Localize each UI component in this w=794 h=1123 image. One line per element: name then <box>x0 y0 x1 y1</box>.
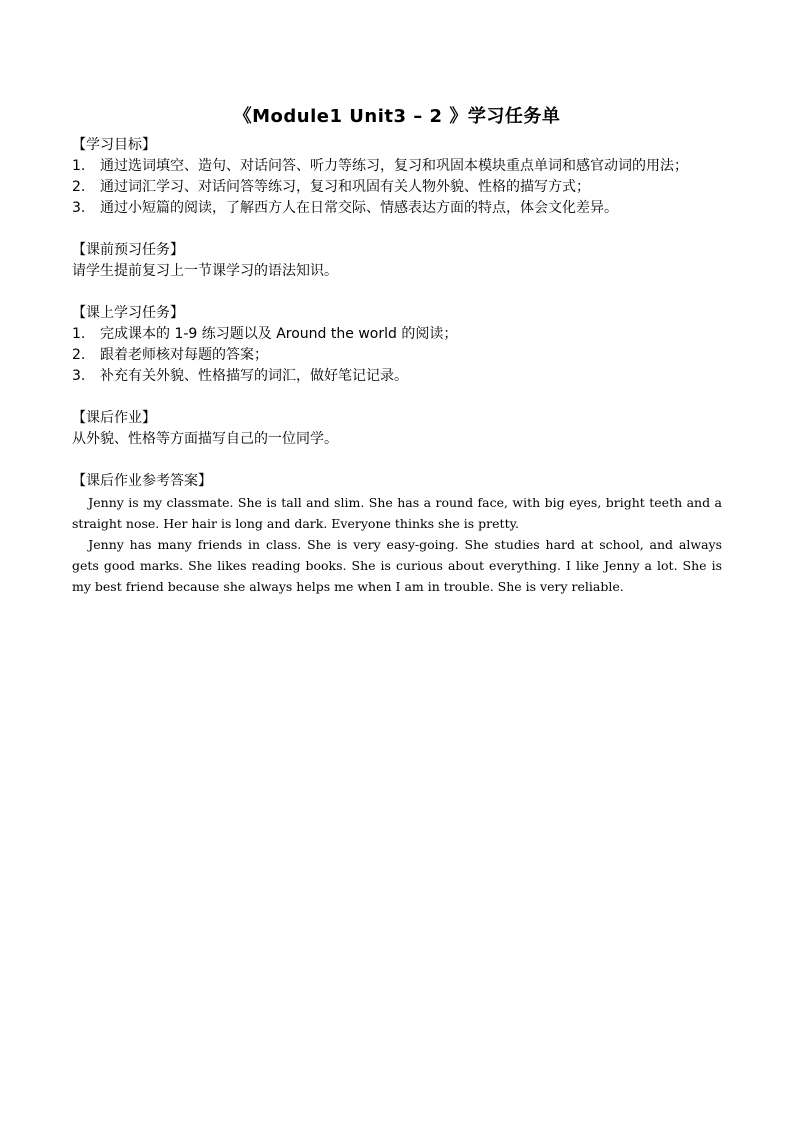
list-item <box>72 366 722 387</box>
section-learning-goals <box>72 135 722 219</box>
list-item <box>72 156 722 177</box>
section-heading: 【课后作业参考答案】 <box>72 473 212 489</box>
class-task-list <box>72 324 722 387</box>
learning-goals-list <box>72 156 722 219</box>
section-homework-answer <box>72 471 722 597</box>
list-number: 3. <box>72 368 86 384</box>
section-text: 请学生提前复习上一节课学习的语法知识。 <box>72 263 338 279</box>
essay-paragraph: Jenny is my classmate. She is tall and slim. She has a round face, with big eyes, bright teeth and a straight nose. Her hair is long and dark. Everyone thinks she is pretty. <box>72 495 722 531</box>
list-text: 补充有关外貌、性格描写的词汇，做好笔记记录。 <box>100 368 408 384</box>
section-heading: 【学习目标】 <box>72 137 156 153</box>
list-number: 1. <box>72 158 86 174</box>
document-page <box>72 102 722 618</box>
list-text: 通过选词填空、造句、对话问答、听力等练习，复习和巩固本模块重点单词和感官动词的用法； <box>100 158 688 174</box>
section-heading: 【课上学习任务】 <box>72 305 184 321</box>
list-text: 跟着老师核对每题的答案； <box>100 347 268 363</box>
section-heading: 【课前预习任务】 <box>72 242 184 258</box>
list-item <box>72 345 722 366</box>
section-preview-task <box>72 240 722 282</box>
list-item <box>72 324 722 345</box>
list-number: 3. <box>72 200 86 216</box>
list-number: 2. <box>72 347 86 363</box>
section-homework <box>72 408 722 450</box>
list-text: 完成课本的 1-9 练习题以及 Around the world 的阅读； <box>100 326 458 342</box>
section-text: 从外貌、性格等方面描写自己的一位同学。 <box>72 431 338 447</box>
list-text: 通过小短篇的阅读，了解西方人在日常交际、情感表达方面的特点，体会文化差异。 <box>100 200 618 216</box>
section-heading: 【课后作业】 <box>72 410 156 426</box>
list-number: 2. <box>72 179 86 195</box>
list-number: 1. <box>72 326 86 342</box>
list-item <box>72 198 722 219</box>
essay-paragraph: Jenny has many friends in class. She is very easy-going. She studies hard at school, and always gets good marks. She likes reading books. She is curious about everything. I like Jenny a lot. She is my best friend because she always helps me when I am in trouble. She is very reliable. <box>72 537 722 594</box>
list-item <box>72 177 722 198</box>
list-text: 通过词汇学习、对话问答等练习，复习和巩固有关人物外貌、性格的描写方式； <box>100 179 590 195</box>
section-class-task <box>72 303 722 387</box>
document-title: 《Module1 Unit3 – 2 》学习任务单 <box>233 106 561 127</box>
